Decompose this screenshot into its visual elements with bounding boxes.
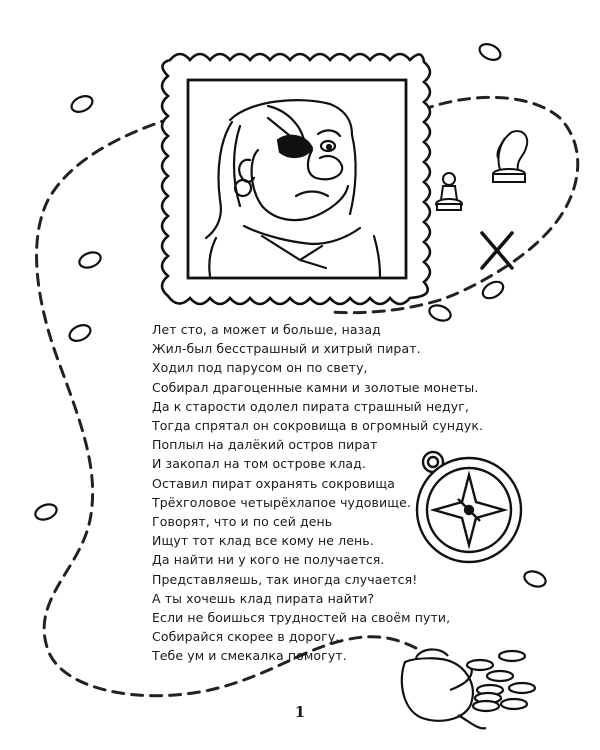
poem-line: Жил-был бесстрашный и хитрый пират. (152, 341, 421, 357)
poem-line: Тебе ум и смекалка помогут. (152, 648, 347, 664)
poem-line: Говорят, что и по сей день (152, 514, 333, 530)
poem-line: А ты хочешь клад пирата найти? (152, 590, 375, 606)
poem-line: Собирал драгоценные камни и золотые монеты. (152, 379, 479, 395)
poem-line: Представляешь, так иногда случается! (152, 571, 418, 587)
poem-line: Лет сто, а может и больше, назад (152, 322, 381, 337)
poem-line: Тогда спрятал он сокровища в огромный сундук. (152, 418, 484, 434)
poem-line: И закопал на том острове клад. (152, 456, 366, 472)
poem-line: Оставил пират охранять сокровища (152, 475, 395, 491)
pirate-portrait (162, 54, 430, 304)
poem-line: Да найти ни у кого не получается. (152, 552, 385, 568)
poem-line: Ходил под парусом он по свету, (152, 360, 368, 376)
poem-line: Ищут тот клад все кому не лень. (152, 533, 374, 549)
x-mark-icon (482, 233, 512, 268)
poem-line: Трёхголовое четырёхлапое чудовище. (152, 494, 411, 510)
chess-knight-icon (493, 131, 527, 182)
chess-pawn-icon (436, 173, 462, 210)
poem-line: Если не боишься трудностей на своём пути, (152, 610, 451, 626)
page-number: 1 (294, 703, 306, 721)
poem-line: Собирайся скорее в дорогу. (152, 629, 340, 645)
poem (152, 320, 482, 666)
poem-line: Да к старости одолел пирата страшный недуг, (152, 398, 470, 414)
poem-line: Поплыл на далёкий остров пират (152, 437, 378, 453)
